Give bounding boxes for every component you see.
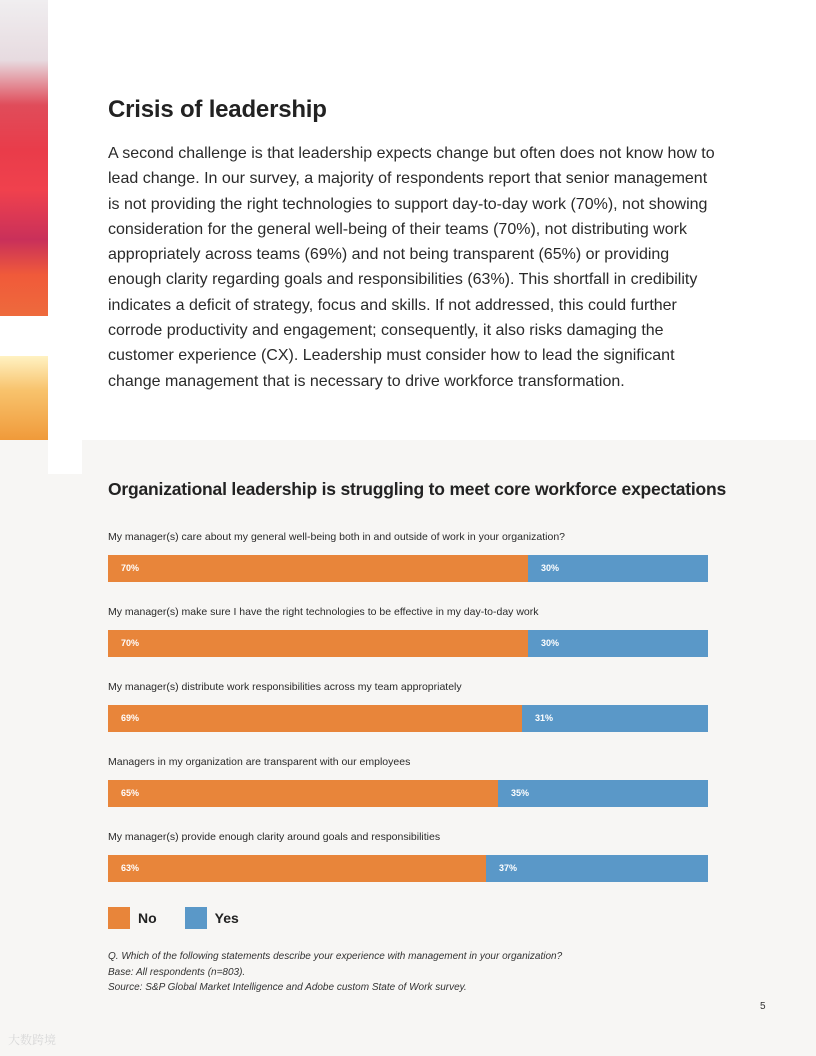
- bar-row: [108, 705, 708, 732]
- section-body: A second challenge is that leadership expects change but often does not know how to lead change. In our survey, a majority of respondents report that senior management is not providing the right technologies to support day-to-day work (70%), not showing consideration for the general well-being of their teams (70%), not distributing work appropriately across teams (69%) and not being transparent (65%) or providing enough clarity regarding goals and responsibilities (63%). This shortfall in credibility indicates a deficit of strategy, focus and skills. If not addressed, this could further corrode productivity and engagement; consequently, it also risks damaging the customer experience (CX). Leadership must consider how to lead the significant change management that is necessary to drive workforce transformation.: [108, 145, 715, 390]
- data-label: 35%: [511, 788, 530, 798]
- data-label: 31%: [535, 713, 554, 723]
- data-label: 70%: [121, 638, 140, 648]
- data-label: 30%: [541, 638, 560, 648]
- bar-segment-yes: [528, 630, 708, 657]
- question-label: Managers in my organization are transparent with our employees: [108, 756, 411, 768]
- data-label: 65%: [121, 788, 140, 798]
- bar-row: [108, 555, 708, 582]
- legend-label-no: No: [138, 910, 157, 926]
- bar-segment-yes: [528, 555, 708, 582]
- question-label: My manager(s) care about my general well-being both in and outside of work in your organization?: [108, 531, 565, 543]
- bar-segment-no: [108, 630, 528, 657]
- bar-row: [108, 630, 708, 657]
- data-label: 63%: [121, 863, 140, 873]
- watermark-logo: 大数跨境: [8, 1033, 57, 1047]
- chart-legend: [108, 907, 267, 929]
- data-label: 30%: [541, 563, 560, 573]
- bar-row: [108, 780, 708, 807]
- question-label: My manager(s) make sure I have the right technologies to be effective in my day-to-day work: [108, 606, 539, 618]
- question-label: My manager(s) provide enough clarity around goals and responsibilities: [108, 831, 441, 843]
- footnote-source: Source: S&P Global Market Intelligence and Adobe custom State of Work survey.: [108, 982, 467, 993]
- panel-notch: [48, 440, 82, 474]
- footnotes: [108, 949, 562, 996]
- bar-segment-yes: [522, 705, 708, 732]
- bar-segment-yes: [498, 780, 708, 807]
- chart-title: Organizational leadership is struggling to meet core workforce expectations: [108, 479, 727, 499]
- question-label: My manager(s) distribute work responsibilities across my team appropriately: [108, 681, 462, 693]
- data-label: 37%: [499, 863, 518, 873]
- data-label: 69%: [121, 713, 140, 723]
- footnote-base: Base: All respondents (n=803).: [108, 966, 246, 978]
- legend-swatch-no: [108, 907, 130, 929]
- bar-row: [108, 855, 708, 882]
- bar-segment-no: [108, 855, 486, 882]
- data-label: 70%: [121, 563, 140, 573]
- bar-segment-no: [108, 780, 498, 807]
- page-number: 5: [760, 1001, 766, 1012]
- bar-segment-no: [108, 555, 528, 582]
- bar-segment-no: [108, 705, 522, 732]
- footnote-question: Q. Which of the following statements describe your experience with management in your organization?: [108, 951, 563, 962]
- legend-label-yes: Yes: [214, 910, 239, 926]
- legend-swatch-yes: [185, 907, 207, 929]
- decorative-gradient-strip: [0, 0, 48, 440]
- bar-segment-yes: [486, 855, 708, 882]
- section-title: Crisis of leadership: [108, 96, 327, 123]
